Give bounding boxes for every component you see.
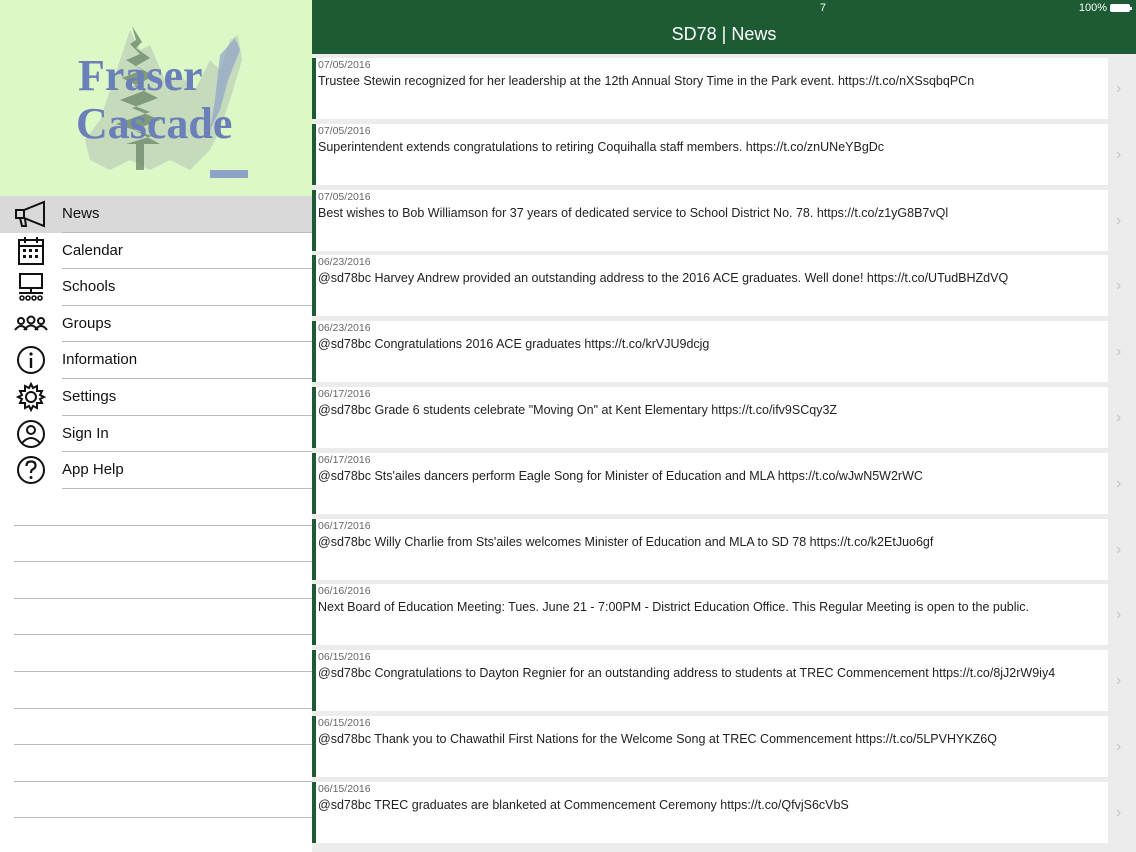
empty-row: [14, 782, 312, 819]
news-date: 06/15/2016: [318, 716, 371, 729]
news-row[interactable]: [312, 253, 1136, 319]
news-card[interactable]: [312, 519, 1108, 580]
news-row[interactable]: [312, 780, 1136, 846]
chevron-right-icon[interactable]: ›: [1116, 80, 1122, 97]
sidebar-item-app-help[interactable]: [0, 452, 312, 489]
news-card[interactable]: [312, 650, 1108, 711]
sidebar-item-label: Sign In: [62, 424, 109, 442]
news-date: 07/05/2016: [318, 59, 371, 71]
news-date: 06/17/2016: [318, 387, 371, 400]
empty-row: [14, 489, 312, 526]
nav-header: [312, 0, 1136, 54]
empty-row: [14, 562, 312, 599]
news-text: @sd78bc Willy Charlie from Sts'ailes welcomes Minister of Education and MLA to SD 78 https://t.co/k2EtJuo6gf: [318, 534, 934, 549]
news-card[interactable]: [312, 255, 1108, 316]
news-row[interactable]: [312, 122, 1136, 188]
sidebar-item-label: News: [62, 205, 100, 222]
news-card[interactable]: [312, 453, 1108, 514]
empty-row: [14, 745, 312, 782]
empty-row: [14, 635, 312, 672]
sidebar-item-settings[interactable]: [0, 379, 312, 416]
sidebar-item-schools[interactable]: [0, 269, 312, 306]
calendar-icon: [14, 236, 48, 266]
logo-text-fraser: Fraser: [78, 51, 203, 100]
sidebar-item-label: Settings: [62, 387, 117, 405]
chevron-right-icon[interactable]: ›: [1116, 672, 1122, 690]
sidebar-item-groups[interactable]: [0, 306, 312, 343]
chevron-right-icon[interactable]: ›: [1116, 474, 1122, 492]
news-row[interactable]: [312, 517, 1136, 583]
news-text: Superintendent extends congratulations to retiring Coquihalla staff members. https://t.co/znUNeYBgDc: [318, 139, 885, 154]
news-card[interactable]: [312, 58, 1108, 119]
user-icon: [14, 419, 48, 449]
info-icon: [14, 345, 48, 375]
sidebar-item-label: Schools: [62, 278, 116, 296]
logo-area: [0, 0, 312, 196]
news-date: 06/23/2016: [318, 256, 371, 269]
sidebar-item-sign-in[interactable]: [0, 416, 312, 453]
page-title: SD78 | News: [671, 24, 777, 44]
chevron-right-icon[interactable]: ›: [1116, 606, 1122, 624]
empty-row: [14, 709, 312, 746]
news-text: @sd78bc Grade 6 students celebrate "Moving On" at Kent Elementary https://t.co/ifv9SCqy3Z: [318, 402, 838, 417]
news-date: 06/17/2016: [318, 453, 371, 466]
sidebar-item-label: Groups: [62, 314, 112, 332]
sidebar-item-label: Calendar: [62, 241, 123, 259]
news-card[interactable]: [312, 190, 1108, 251]
sidebar-item-information[interactable]: [0, 342, 312, 379]
battery-icon: [1110, 4, 1130, 12]
groups-icon: [14, 309, 48, 339]
news-text: @sd78bc Thank you to Chawathil First Nations for the Welcome Song at TREC Commencement https://t.co/5LPVHYKZ6Q: [318, 731, 997, 746]
empty-row: [14, 599, 312, 636]
school-icon: [14, 272, 48, 302]
sidebar-item-calendar[interactable]: [0, 233, 312, 270]
main-panel: [312, 0, 1136, 852]
help-icon: [14, 455, 48, 485]
chevron-right-icon[interactable]: ›: [1116, 277, 1122, 295]
logo-text-cascade: Cascade: [76, 99, 233, 148]
news-card[interactable]: [312, 584, 1108, 645]
news-card[interactable]: [312, 124, 1108, 185]
news-text: @sd78bc Congratulations to Dayton Regnier for an outstanding address to students at TREC Commencement https://t.co/8jJ2rW9iy4: [318, 666, 1056, 681]
news-date: 07/05/2016: [318, 124, 371, 137]
news-text: @sd78bc Congratulations 2016 ACE graduates https://t.co/krVJU9dcjg: [318, 337, 710, 352]
news-row[interactable]: [312, 188, 1136, 254]
chevron-right-icon[interactable]: ›: [1116, 540, 1122, 558]
sidebar-item-news[interactable]: [0, 196, 312, 233]
battery-percent: 100%: [1078, 2, 1107, 14]
news-text: Trustee Stewin recognized for her leadership at the 12th Annual Story Time in the Park event. https://t.co/nXSsqbqPCn: [318, 74, 975, 88]
status-time: 7: [819, 2, 826, 14]
news-date: 06/15/2016: [318, 651, 371, 664]
news-row[interactable]: [312, 56, 1136, 122]
sidebar-empty-rows: [0, 489, 312, 818]
news-card[interactable]: [312, 387, 1108, 448]
gear-icon: [14, 382, 48, 412]
news-row[interactable]: [312, 451, 1136, 517]
news-date: 06/16/2016: [318, 585, 371, 598]
news-card[interactable]: [312, 321, 1108, 382]
sidebar-item-label: Information: [62, 351, 138, 369]
sidebar: [0, 0, 312, 852]
news-text: Best wishes to Bob Williamson for 37 years of dedicated service to School District No. 78. https://t.co/z1yG8B7vQl: [318, 205, 949, 220]
chevron-right-icon[interactable]: ›: [1116, 211, 1122, 229]
news-date: 06/23/2016: [318, 322, 371, 335]
news-card[interactable]: [312, 716, 1108, 777]
news-row[interactable]: [312, 582, 1136, 648]
fraser-cascade-logo: [70, 20, 250, 182]
news-row[interactable]: [312, 714, 1136, 780]
news-text: @sd78bc TREC graduates are blanketed at Commencement Ceremony https://t.co/QfvjS6cVbS: [318, 797, 849, 812]
news-text: @sd78bc Sts'ailes dancers perform Eagle Song for Minister of Education and MLA https://t.co/wJwN5W2rWC: [318, 468, 923, 483]
news-date: 07/05/2016: [318, 190, 371, 203]
news-row[interactable]: [312, 319, 1136, 385]
news-date: 06/17/2016: [318, 519, 371, 532]
chevron-right-icon[interactable]: ›: [1116, 737, 1122, 755]
news-card[interactable]: [312, 782, 1108, 843]
news-row[interactable]: [312, 385, 1136, 451]
chevron-right-icon[interactable]: ›: [1116, 408, 1122, 426]
news-feed: [312, 56, 1136, 846]
empty-row: [14, 526, 312, 563]
chevron-right-icon[interactable]: ›: [1116, 343, 1122, 361]
news-row[interactable]: [312, 648, 1136, 714]
status-battery: [1079, 2, 1130, 14]
megaphone-icon: [14, 199, 48, 229]
sidebar-item-label: App Help: [62, 461, 124, 479]
news-date: 06/15/2016: [318, 782, 371, 795]
news-text: @sd78bc Harvey Andrew provided an outstanding address to the 2016 ACE graduates. Well done! https://t.co/UTudBHZdVQ: [318, 271, 1009, 286]
chevron-right-icon[interactable]: ›: [1116, 803, 1122, 821]
empty-row: [14, 672, 312, 709]
sidebar-menu: [0, 196, 312, 489]
chevron-right-icon[interactable]: ›: [1116, 145, 1122, 163]
news-text: Next Board of Education Meeting: Tues. June 21 - 7:00PM - District Education Office. This Regular Meeting is open to the public.: [318, 600, 1030, 615]
